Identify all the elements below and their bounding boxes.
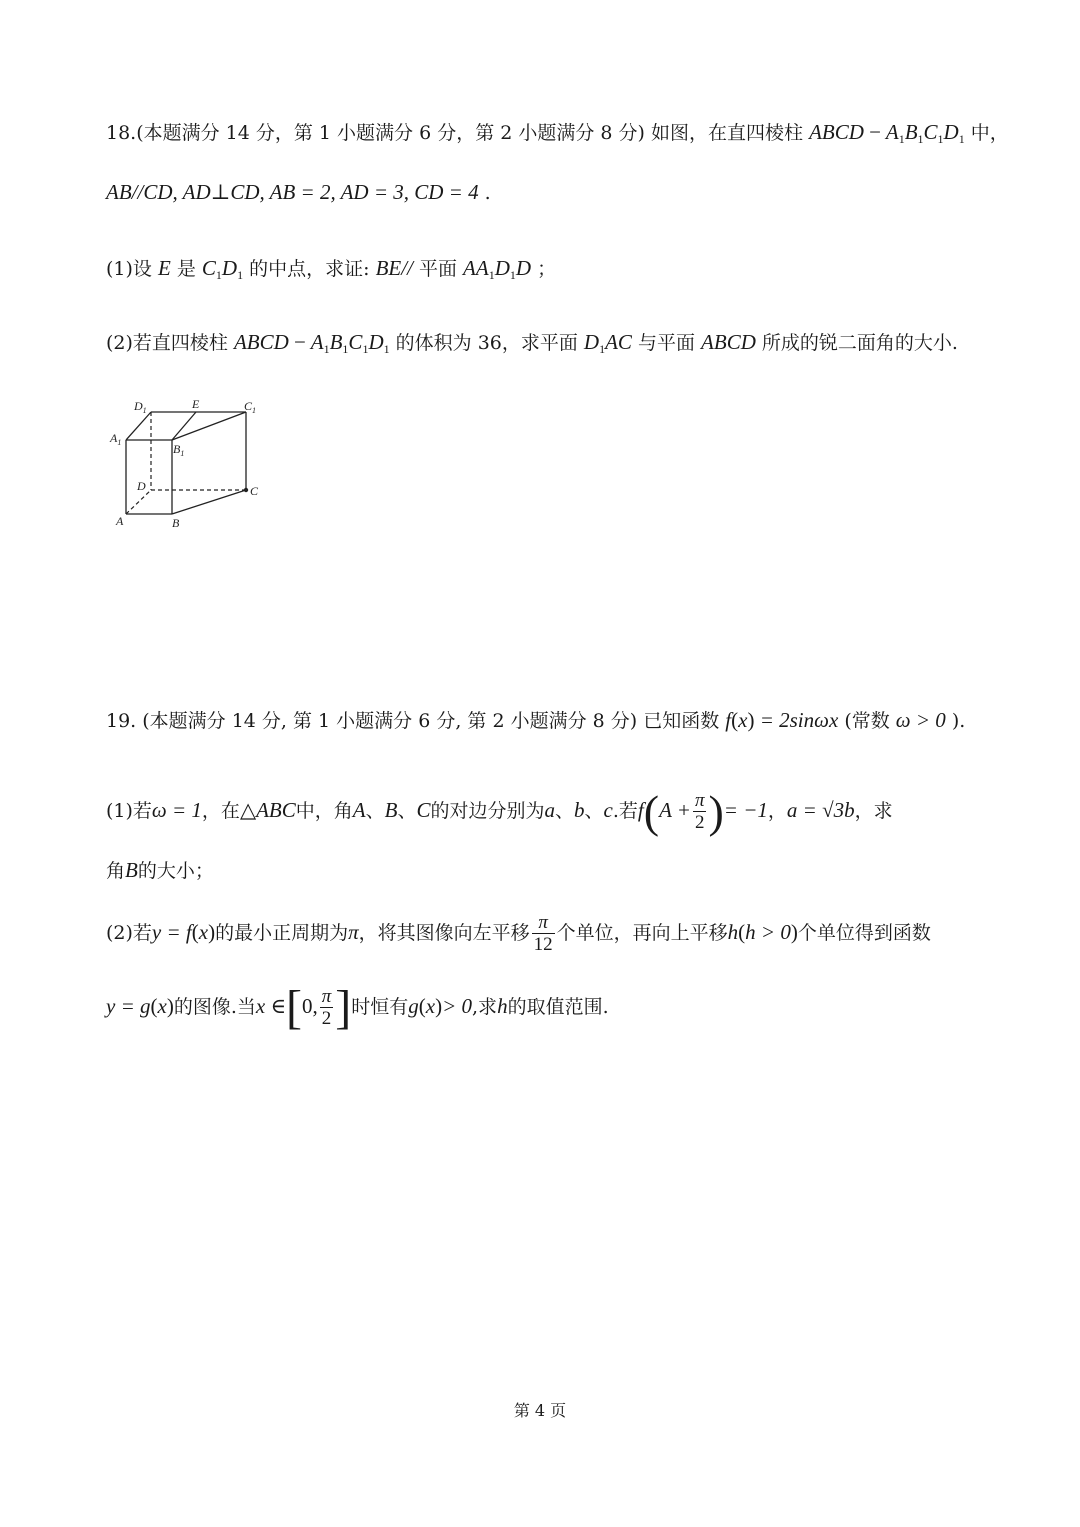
sub: 1 <box>342 342 349 356</box>
label-a: A <box>116 514 124 528</box>
sub: 1 <box>237 268 244 282</box>
triangle-abc: △ABC <box>239 798 296 822</box>
label-b1: $B_1$ <box>173 442 185 458</box>
prism-figure <box>104 396 274 536</box>
q18-shi: 是 <box>176 258 196 280</box>
pi: π <box>538 911 548 933</box>
omega-cond: ω > 0 <box>895 708 946 732</box>
q18-semicolon: ； <box>537 258 557 280</box>
prism-dash: − <box>294 330 306 354</box>
y-eq-f: y = f <box>151 920 192 944</box>
angle-a: A <box>352 798 366 822</box>
q19-p2-h: ,求 <box>472 996 498 1018</box>
gt-zero: > 0 <box>442 994 473 1018</box>
edge-a1d1 <box>126 412 151 440</box>
sub: 1 <box>362 342 369 356</box>
plane-d1ac-tail: AC <box>605 330 632 354</box>
q19-p1-line2b: 的大小； <box>137 860 214 882</box>
q19-p2-c: ，将其图像向左平移 <box>358 922 530 944</box>
sub: 1 <box>958 132 965 146</box>
eq-2sin: = 2sinωx <box>759 708 839 732</box>
q19-p2-d: 个单位，再向上平移 <box>556 922 728 944</box>
q19-p2-f: 的图像.当 <box>173 996 256 1018</box>
angle-b: B <box>384 798 398 822</box>
plane-d1ac: $D_1AC$ <box>583 330 632 356</box>
q18-conditions: AB//CD, AD⊥CD, AB = 2, AD = 3, CD = 4 <box>106 180 479 204</box>
h-cond: h > 0 <box>745 920 791 944</box>
sub: 1 <box>383 342 390 356</box>
q19-p1-line2a: 角 <box>106 860 126 882</box>
q18-line1 <box>106 120 1009 151</box>
dun: 、 <box>554 800 574 822</box>
sub: 1 <box>898 132 905 146</box>
y-eq-g: y = g <box>106 994 151 1018</box>
sub: 1 <box>937 132 944 146</box>
eq-minus-1: = −1 <box>723 798 768 822</box>
sub: 1 <box>509 268 516 282</box>
zero: 0, <box>301 994 318 1018</box>
q18-p2-mid: 的体积为 36，求平面 <box>395 332 578 354</box>
frac-pi-2 <box>693 791 707 834</box>
q19-p1-c: 中，角 <box>295 800 353 822</box>
q18-p2-label: (2)若直四棱柱 <box>106 332 228 354</box>
point-e: E <box>157 256 171 280</box>
q19-part1-line2 <box>106 858 214 883</box>
frac-pi-12 <box>532 913 555 956</box>
sub: 1 <box>215 268 222 282</box>
sub: 1 <box>488 268 495 282</box>
comma: ， <box>767 800 787 822</box>
a-eq-root3b: a = √3b <box>786 798 855 822</box>
label-a1: $A_1$ <box>110 431 122 447</box>
g: g <box>408 994 419 1018</box>
prism-dash: − <box>869 120 881 144</box>
q18-period: . <box>484 182 491 204</box>
side-b: b <box>574 798 585 822</box>
q18-yu-pingmian: 与平面 <box>637 332 695 354</box>
q19-p2-e: 个单位得到函数 <box>797 922 931 944</box>
q19-p2-b: 的最小正周期为 <box>215 922 349 944</box>
q19-p2-i: 的取值范围. <box>507 996 609 1018</box>
side-a: a <box>544 798 555 822</box>
plane-aa1d1d: $AA_1D_1D$ <box>463 256 532 282</box>
segment-c1d1: $C_1D_1$ <box>201 256 244 282</box>
point-c-dot <box>244 488 248 492</box>
sub: 1 <box>323 342 330 356</box>
a-plus: A + <box>659 798 691 822</box>
q19-p2-g: 时恒有 <box>351 996 409 1018</box>
dun: 、 <box>365 800 385 822</box>
x: x <box>157 994 167 1018</box>
two: 2 <box>320 1007 334 1030</box>
q19-part2: (2)若y = f(x)的最小正周期为π，将其图像向左平移 $\frac{\pi}{12}$ 个单位，再向上平移h(h > 0)个单位得到函数 <box>106 911 931 955</box>
q18-p1-label: (1)设 <box>106 258 152 280</box>
q18-part2 <box>106 330 958 361</box>
label-b: B <box>172 516 180 530</box>
q19-part1: (1)若ω = 1，在△ABC中，角A、B、C的对边分别为a、b、c.若f(A + $\frac{\pi}{2}$ )= −1，a = √3b，求 <box>106 786 893 837</box>
angle-c: C <box>416 798 431 822</box>
q19-p1-b: ，在 <box>201 800 240 822</box>
twelve: 12 <box>533 933 553 955</box>
q19-cond-end: ). <box>951 710 966 732</box>
pi: π <box>321 985 332 1007</box>
fx-def: f(x) = 2sinωx <box>725 708 839 732</box>
q18-zhong: 中， <box>970 122 1009 144</box>
frac-pi-2-b <box>320 987 334 1030</box>
q18-pingmian: 平面 <box>418 258 457 280</box>
q19-p1-a: (1)若 <box>106 800 152 822</box>
x: x <box>738 708 748 732</box>
prism-name: ABCD − $A_1B_1C_1D_1$ <box>809 120 965 146</box>
q18-p1-mid: 的中点，求证: <box>249 258 370 280</box>
q18-line2 <box>106 180 491 205</box>
prism-abcd: ABCD <box>233 330 289 354</box>
pi: π <box>694 789 705 811</box>
page-number: 第 4 页 <box>513 1401 567 1420</box>
sub: 1 <box>917 132 924 146</box>
two: 2 <box>693 811 707 834</box>
q19-line1 <box>106 708 965 733</box>
q18-part1 <box>106 256 556 287</box>
q19-cond: (常数 <box>844 710 890 732</box>
q19-header: 19. (本题满分 14 分, 第 1 小题满分 6 分, 第 2 小题满分 8 分) 已知函数 <box>106 710 720 732</box>
plane-abcd: ABCD <box>701 330 756 354</box>
q19-p2-a: (2)若 <box>106 922 152 944</box>
prism-abcd: ABCD <box>809 120 864 144</box>
pi-period: π <box>348 920 359 944</box>
x: x <box>425 994 436 1018</box>
label-c: C <box>250 484 259 498</box>
h-var: h <box>727 920 739 944</box>
label-d: D <box>137 479 146 493</box>
side-c: c <box>603 798 613 822</box>
q19-p1-d: 的对边分别为 <box>430 800 545 822</box>
f: f <box>725 708 732 732</box>
f: f <box>637 798 644 822</box>
line-be: BE// <box>375 256 413 280</box>
q18-header: 18.(本题满分 14 分，第 1 小题满分 6 分，第 2 小题满分 8 分) 如图，在直四棱柱 <box>106 122 804 144</box>
sub: 1 <box>599 342 606 356</box>
dun: 、 <box>397 800 417 822</box>
angle-b-2: B <box>125 858 138 882</box>
label-d1: $D_1$ <box>134 399 147 415</box>
omega-eq-1: ω = 1 <box>151 798 202 822</box>
q18-p2-tail: 所成的锐二面角的大小. <box>761 332 958 354</box>
prism-name-2: ABCD − $A_1B_1C_1D_1$ <box>233 330 390 356</box>
edge-b1c1 <box>172 412 246 440</box>
h-var-2: h <box>497 994 508 1018</box>
q19-part2-line2: y = g(x)的图像.当x ∈[0, $\frac{\pi}{2}$ ]时恒有g(x)> 0,求h的取值范围. <box>106 981 609 1034</box>
edge-ad-hidden <box>126 490 151 514</box>
label-e: E <box>192 397 200 411</box>
edge-bc <box>172 490 246 514</box>
x-in: x ∈ <box>255 994 286 1018</box>
q19-qiu: ，求 <box>854 800 893 822</box>
label-c1: $C_1$ <box>244 399 257 415</box>
x: x <box>198 920 209 944</box>
dun: 、 <box>584 800 604 822</box>
q19-p1-e: .若 <box>612 800 638 822</box>
